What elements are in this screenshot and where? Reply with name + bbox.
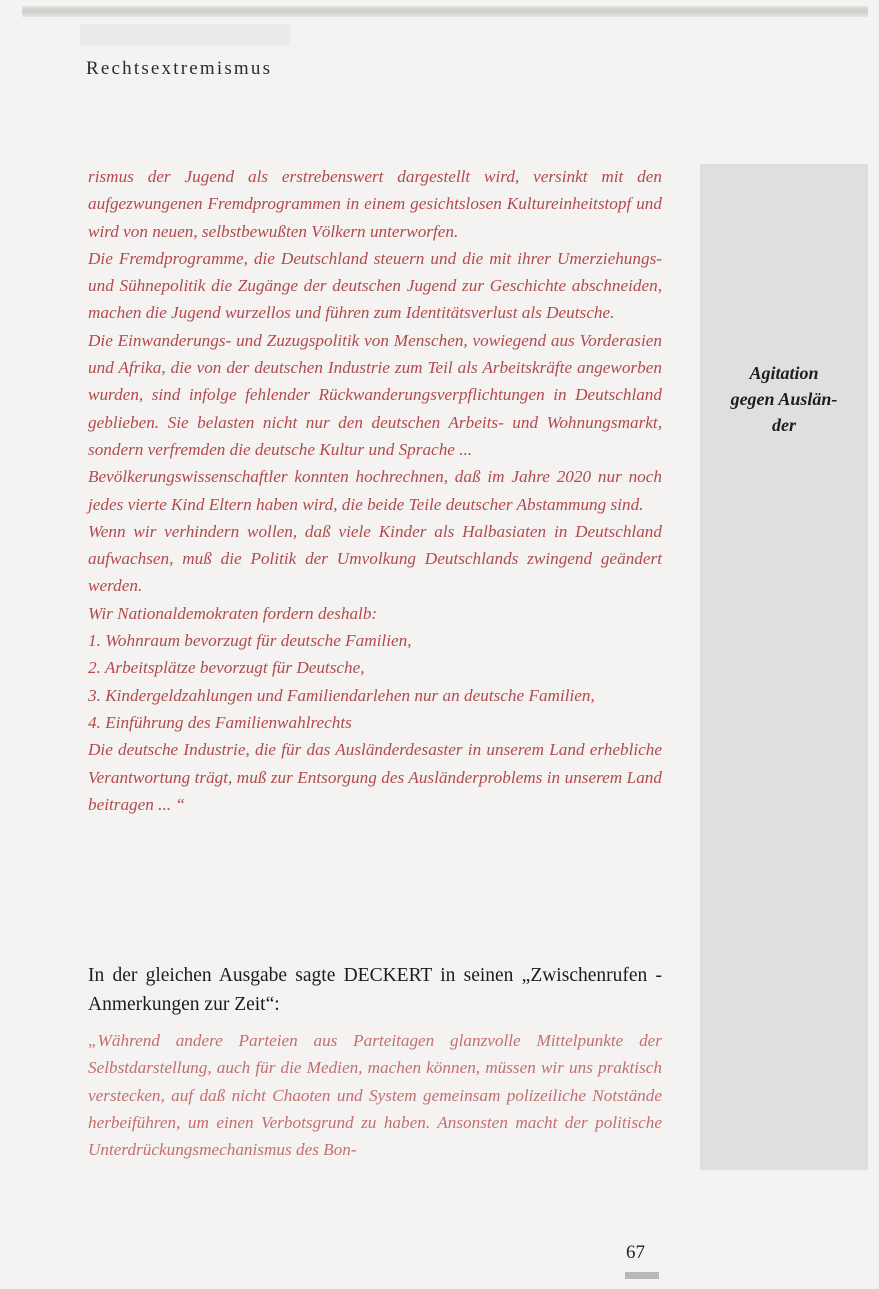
- demand-item: 2. Arbeitsplätze bevorzugt für Deutsche,: [88, 658, 365, 678]
- quote-paragraph: Bevölkerungswissenschaftler konnten hochrechnen, daß im Jahre 2020 nur noch jedes vierte Kind Eltern haben wird, die beide Teile deutscher Abstammung sind.: [88, 467, 662, 514]
- quote-paragraph: rismus der Jugend als erstrebenswert dargestellt wird, versinkt mit den aufgezwungenen Fremdprogrammen in einem gesichtslosen Kultureinheitstopf und wird von neuen, selbstbewußten Völkern unterworfen.: [88, 167, 662, 241]
- quote-block-2: [88, 1027, 662, 1163]
- quote-paragraph: Wenn wir verhindern wollen, daß viele Kinder als Halbasiaten in Deutschland aufwachsen, muß die Politik der Umvolkung Deutschlands zwingend geändert werden.: [88, 521, 662, 596]
- demand-item: 4. Einführung des Familienwahlrechts: [88, 712, 352, 732]
- quote-paragraph: Die deutsche Industrie, die für das Ausländerdesaster in unserem Land erhebliche Verantwortung trägt, muß zur Entsorgung des Ausländerproblems in unserem Land beitragen ... “: [88, 740, 662, 814]
- demand-item: 3. Kindergeldzahlungen und Familiendarlehen nur an deutsche Familien,: [88, 685, 595, 705]
- top-rule: [22, 6, 868, 17]
- top-rule-shadow: [80, 24, 290, 46]
- page-mark: [625, 1272, 659, 1279]
- quote-paragraph: Die Einwanderungs- und Zuzugspolitik von Menschen, vowiegend aus Vorderasien und Afrika, die von der deutschen Industrie zum Teil als Arbeitskräfte angeworben wurden, sind infolge fehlender Rückwanderungsverpflichtungen in Deutschland geblieben. Sie belasten nicht nur den deutschen Arbeits- und Wohnungsmarkt, sondern verfremden die deutsche Kultur und Sprache ...: [88, 330, 662, 459]
- body-text: [88, 961, 662, 1019]
- quote-block-1: [88, 163, 662, 818]
- margin-band: [700, 164, 868, 1170]
- page-number: 67: [626, 1242, 645, 1263]
- body-paragraph: In der gleichen Ausgabe sagte DECKERT in seinen „Zwischenrufen - Anmerkungen zur Zeit“:: [88, 965, 662, 1015]
- margin-note-line: gegen Auslän-: [730, 389, 838, 409]
- quote-paragraph: Die Fremdprogramme, die Deutschland steuern und die mit ihrer Umerziehungs- und Sühnepolitik die Zugänge der deutschen Jugend zur Geschichte abschneiden, machen die Jugend wurzellos und führen zum Identitätsverlust als Deutsche.: [88, 248, 662, 323]
- quote-paragraph: Wir Nationaldemokraten fordern deshalb:: [88, 603, 378, 623]
- margin-note: [700, 360, 868, 438]
- margin-note-line: der: [772, 415, 796, 435]
- running-head: Rechtsextremismus: [86, 58, 273, 79]
- quote-paragraph: „Während andere Parteien aus Parteitagen glanzvolle Mittelpunkte der Selbstdarstellung, auch für die Medien, machen können, müssen wir uns praktisch verstecken, auf daß nicht Chaoten und System gemeinsam polizeiliche Notstände herbeiführen, um einen Verbotsgrund zu haben. Ansonsten macht der politische Unterdrückungsmechanismus des Bon-: [88, 1031, 662, 1160]
- demand-item: 1. Wohnraum bevorzugt für deutsche Familien,: [88, 631, 412, 651]
- margin-note-line: Agitation: [749, 363, 819, 383]
